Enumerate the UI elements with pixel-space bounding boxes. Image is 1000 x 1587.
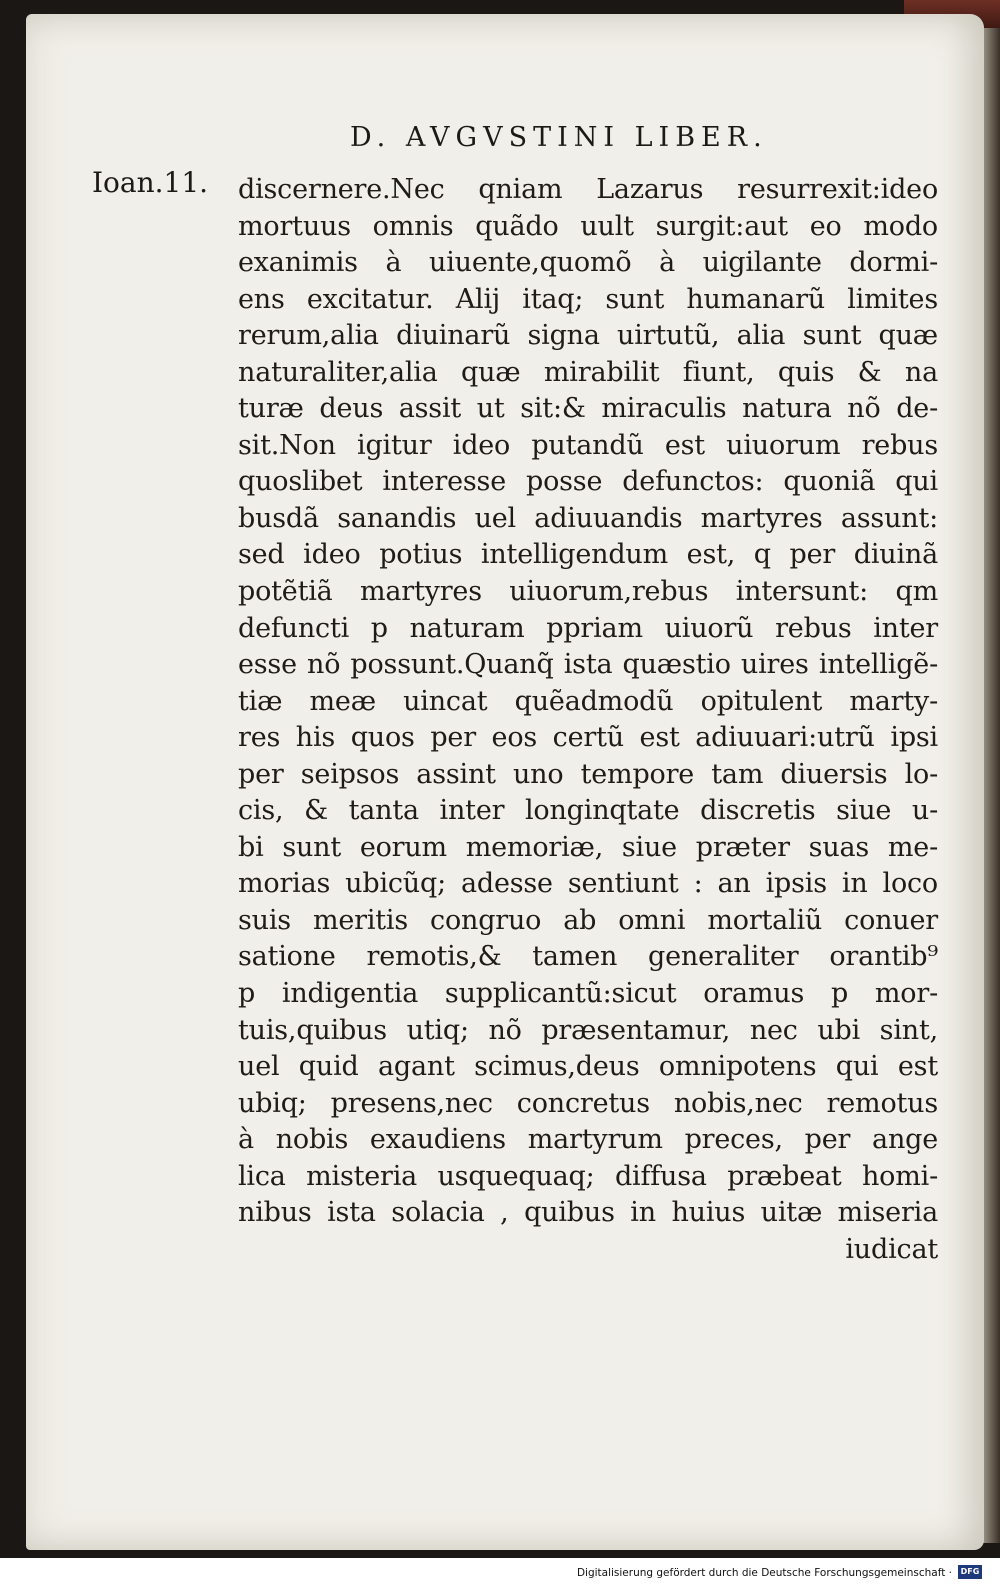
- text-line: satione remotis,& tamen generaliter orantib⁹: [238, 941, 938, 973]
- text-line: nibus ista solacia , quibus in huius uitæ miseria: [238, 1197, 938, 1229]
- text-line: suis meritis congruo ab omni mortaliũ conuer: [238, 904, 938, 936]
- text-line: à nobis exaudiens martyrum preces, per ange: [238, 1124, 938, 1156]
- text-line: ens excitatur. Alij itaq; sunt humanarũ limites: [238, 283, 938, 315]
- text-line: mortuus omnis quãdo uult surgit:aut eo modo: [238, 210, 938, 242]
- running-head: D. AVGVSTINI LIBER.: [350, 122, 768, 153]
- text-line: turæ deus assit ut sit:& miraculis natura nõ de-: [238, 393, 938, 425]
- text-line: discernere.Nec qniam Lazarus resurrexit:ideo: [238, 174, 938, 205]
- footer-credit: Digitalisierung gefördert durch die Deutsche Forschungsgemeinschaft ·: [576, 1567, 952, 1579]
- text-line: quoslibet interesse posse defunctos: quoniã qui: [238, 466, 938, 498]
- dfg-logo-icon: DFG: [958, 1565, 982, 1579]
- text-line: tuis,quibus utiq; nõ præsentamur, nec ubi sint,: [238, 1014, 938, 1046]
- catchword: iudicat: [845, 1233, 938, 1265]
- body-text: [238, 172, 938, 1268]
- text-line: potẽtiã martyres uiuorum,rebus intersunt: qm: [238, 576, 938, 608]
- text-line: morias ubicũq; adesse sentiunt : an ipsis in loco: [238, 868, 938, 900]
- text-line: per seipsos assint uno tempore tam diuersis lo-: [238, 758, 938, 790]
- text-line: exanimis à uiuente,quomõ à uigilante dormi-: [238, 247, 938, 279]
- text-line: esse nõ possunt.Quanq̃ ista quæstio uires intelligẽ-: [238, 649, 938, 681]
- text-line: rerum,alia diuinarũ signa uirtutũ, alia sunt quæ: [238, 320, 938, 352]
- text-line: bi sunt eorum memoriæ, siue præter suas me-: [238, 831, 938, 863]
- text-line: busdã sanandis uel adiuuandis martyres assunt:: [238, 502, 938, 534]
- text-line: tiæ meæ uincat quẽadmodũ opitulent marty-: [238, 685, 938, 717]
- text-line: sit.Non igitur ideo putandũ est uiuorum rebus: [238, 429, 938, 461]
- text-line: cis, & tanta inter longinqtate discretis siue u-: [238, 795, 938, 827]
- text-line: res his quos per eos certũ est adiuuari:utrũ ipsi: [238, 722, 938, 754]
- text-line: naturaliter,alia quæ mirabilit fiunt, quis & na: [238, 356, 938, 388]
- text-line: p indigentia supplicantũ:sicut oramus p mor-: [238, 978, 938, 1010]
- text-line: sed ideo potius intelligendum est, q per diuinã: [238, 539, 938, 571]
- text-line: uel quid agant scimus,deus omnipotens qui est: [238, 1051, 938, 1083]
- text-line: lica misteria usquequaq; diffusa præbeat homi-: [238, 1160, 938, 1192]
- margin-note: Ioan.11.: [92, 166, 209, 199]
- text-line: ubiq; presens,nec concretus nobis,nec remotus: [238, 1087, 938, 1119]
- text-line: defuncti p naturam ppriam uiuorũ rebus inter: [238, 612, 938, 644]
